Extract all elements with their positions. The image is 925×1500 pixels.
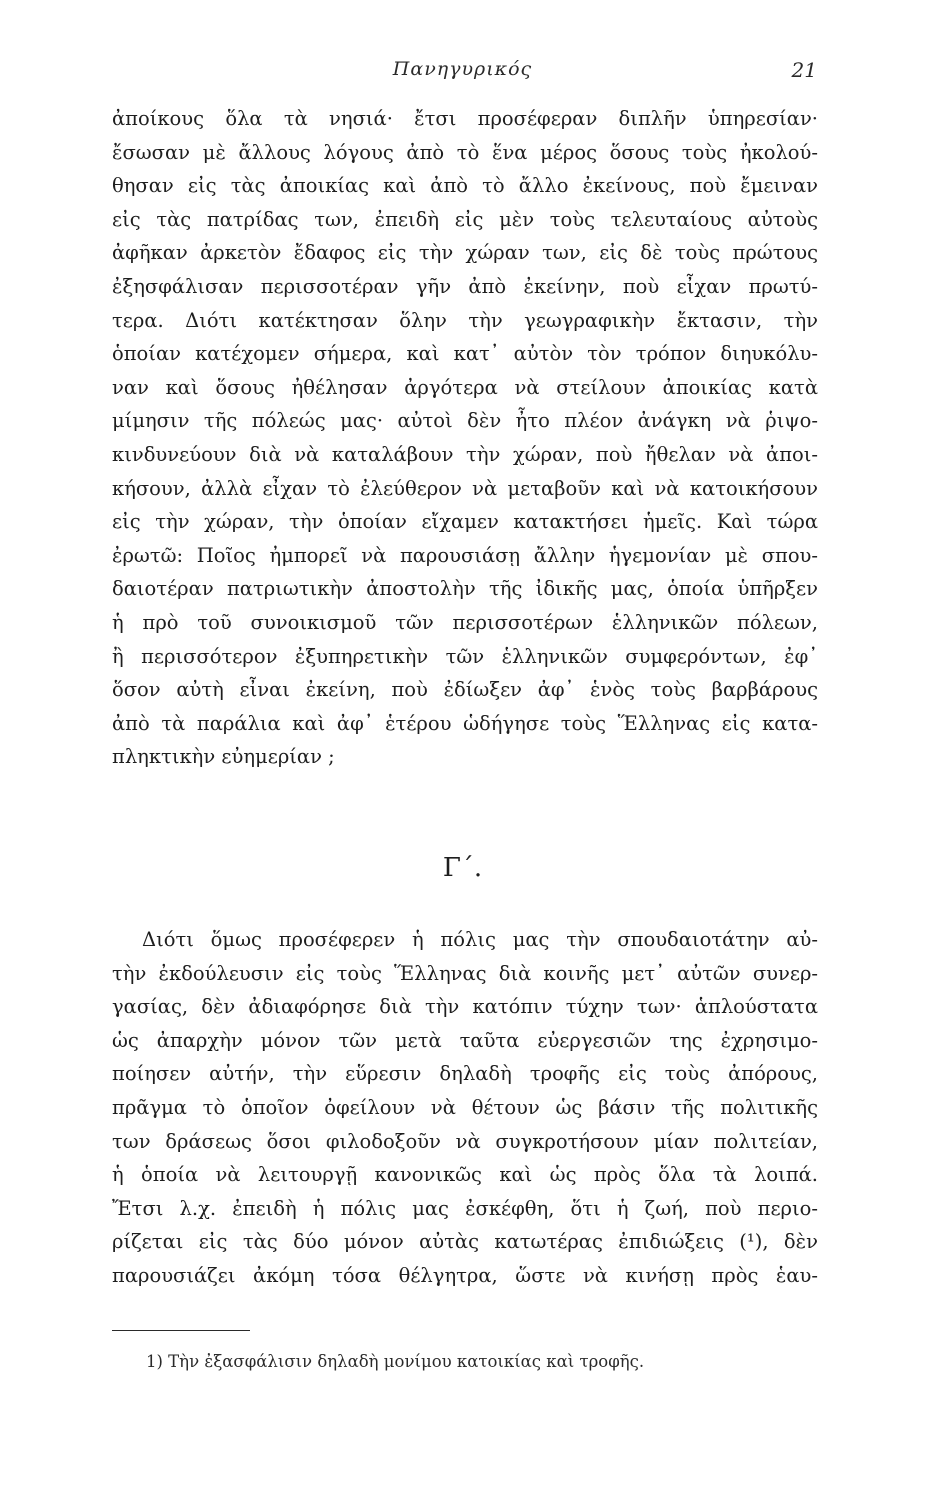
text-line: ἀποίκους ὅλα τὰ νησιά· ἔτσι προσέφεραν διπλῆν ὑπηρεσίαν·: [112, 107, 818, 130]
text-line: ἐξησφάλισαν περισσοτέραν γῆν ἀπὸ ἐκείνην, ποὺ εἶχαν πρωτύ-: [112, 274, 818, 298]
text-line: των δράσεως ὅσοι φιλοδοξοῦν νὰ συγκροτήσουν μίαν πολιτείαν,: [112, 1129, 818, 1153]
text-line: πρᾶγμα τὸ ὁποῖον ὀφείλουν νὰ θέτουν ὡς βάσιν τῆς πολιτικῆς: [112, 1095, 818, 1119]
text-line: δαιοτέραν πατριωτικὴν ἀποστολὴν τῆς ἰδικῆς μας, ὁποία ὑπῆρξεν: [112, 577, 818, 601]
text-line: μίμησιν τῆς πόλεώς μας· αὐτοὶ δὲν ἦτο πλέον ἀνάγκη νὰ ῥιψο-: [112, 409, 818, 433]
text-line: εἰς τὴν χώραν, τὴν ὁποίαν εἴχαμεν κατακτήσει ἡμεῖς. Καὶ τώρα: [112, 510, 818, 534]
text-line: εἰς τὰς πατρίδας των, ἐπειδὴ εἰς μὲν τοὺς τελευταίους αὐτοὺς: [112, 207, 818, 231]
text-line: ἀπὸ τὰ παράλια καὶ ἀφ᾽ ἑτέρου ὡδήγησε τοὺς Ἕλληνας εἰς κατα-: [112, 711, 818, 735]
text-line: Διότι ὅμως προσέφερεν ἡ πόλις μας τὴν σπουδαιοτάτην αὐ-: [142, 928, 818, 951]
text-line: ναν καὶ ὅσους ἠθέλησαν ἀργότερα νὰ στείλουν ἀποικίας κατὰ: [112, 375, 818, 399]
text-line: ἀφῆκαν ἀρκετὸν ἔδαφος εἰς τὴν χώραν των, εἰς δὲ τοὺς πρώτους: [112, 241, 818, 265]
paragraph-continued: [112, 102, 818, 774]
running-title: Πανηγυρικός: [392, 58, 533, 80]
text-line: πληκτικὴν εὐημερίαν ;: [112, 745, 335, 769]
text-line: κήσουν, ἀλλὰ εἶχαν τὸ ἐλεύθερον νὰ μεταβοῦν καὶ νὰ κατοικήσουν: [112, 476, 818, 500]
text-line: ὁποίαν κατέχομεν σήμερα, καὶ κατ᾽ αὐτὸν τὸν τρόπον διηυκόλυ-: [112, 342, 818, 366]
text-line: θησαν εἰς τὰς ἀποικίας καὶ ἀπὸ τὸ ἄλλο ἐκείνους, ποὺ ἔμειναν: [112, 174, 818, 198]
text-line: κινδυνεύουν διὰ νὰ καταλάβουν τὴν χώραν, ποὺ ἤθελαν νὰ ἀποι-: [112, 442, 818, 466]
text-line: ὅσον αὐτὴ εἶναι ἐκείνη, ποὺ ἐδίωξεν ἀφ᾽ ἑνὸς τοὺς βαρβάρους: [112, 678, 818, 702]
text-line: ἢ περισσότερον ἐξυπηρετικὴν τῶν ἑλληνικῶν συμφερόντων, ἐφ᾽: [112, 644, 818, 668]
text-line: ἡ ὁποία νὰ λειτουργῇ κανονικῶς καὶ ὡς πρὸς ὅλα τὰ λοιπά.: [112, 1163, 818, 1187]
section-heading: Γ΄.: [442, 853, 483, 883]
paragraph: [112, 923, 818, 1293]
text-line: ποίησεν αὐτήν, τὴν εὕρεσιν δηλαδὴ τροφῆς εἰς τοὺς ἀπόρους,: [112, 1062, 818, 1086]
text-line: ὡς ἀπαρχὴν μόνον τῶν μετὰ ταῦτα εὐεργεσιῶν της ἐχρησιμο-: [112, 1028, 818, 1052]
text-line: ἡ πρὸ τοῦ συνοικισμοῦ τῶν περισσοτέρων ἑλληνικῶν πόλεων,: [112, 610, 818, 634]
text-line: ἔσωσαν μὲ ἄλλους λόγους ἀπὸ τὸ ἕνα μέρος ὅσους τοὺς ἠκολού-: [112, 140, 818, 164]
text-line: γασίας, δὲν ἀδιαφόρησε διὰ τὴν κατόπιν τύχην των· ἁπλούστατα: [112, 995, 818, 1019]
text-line: τερα. Διότι κατέκτησαν ὅλην τὴν γεωγραφικὴν ἔκτασιν, τὴν: [112, 308, 818, 332]
text-line: παρουσιάζει ἀκόμη τόσα θέλγητρα, ὥστε νὰ κινήσῃ πρὸς ἑαυ-: [112, 1263, 818, 1287]
text-line: ρίζεται εἰς τὰς δύο μόνον αὐτὰς κατωτέρας ἐπιδιώξεις (¹), δὲν: [112, 1230, 818, 1254]
text-line: τὴν ἐκδούλευσιν εἰς τοὺς Ἕλληνας διὰ κοινῆς μετ᾽ αὐτῶν συνερ-: [112, 961, 818, 985]
page-number: 21: [791, 58, 817, 82]
footnote-divider: [112, 1330, 250, 1331]
text-line: Ἔτσι λ.χ. ἐπειδὴ ἡ πόλις μας ἐσκέφθη, ὅτι ἡ ζωή, ποὺ περιο-: [112, 1196, 818, 1220]
footnote: 1) Τὴν ἐξασφάλισιν δηλαδὴ μονίμου κατοικίας καὶ τροφῆς.: [146, 1352, 645, 1371]
text-line: ἐρωτῶ: Ποῖος ἠμπορεῖ νὰ παρουσιάσῃ ἄλλην ἡγεμονίαν μὲ σπου-: [112, 543, 818, 567]
